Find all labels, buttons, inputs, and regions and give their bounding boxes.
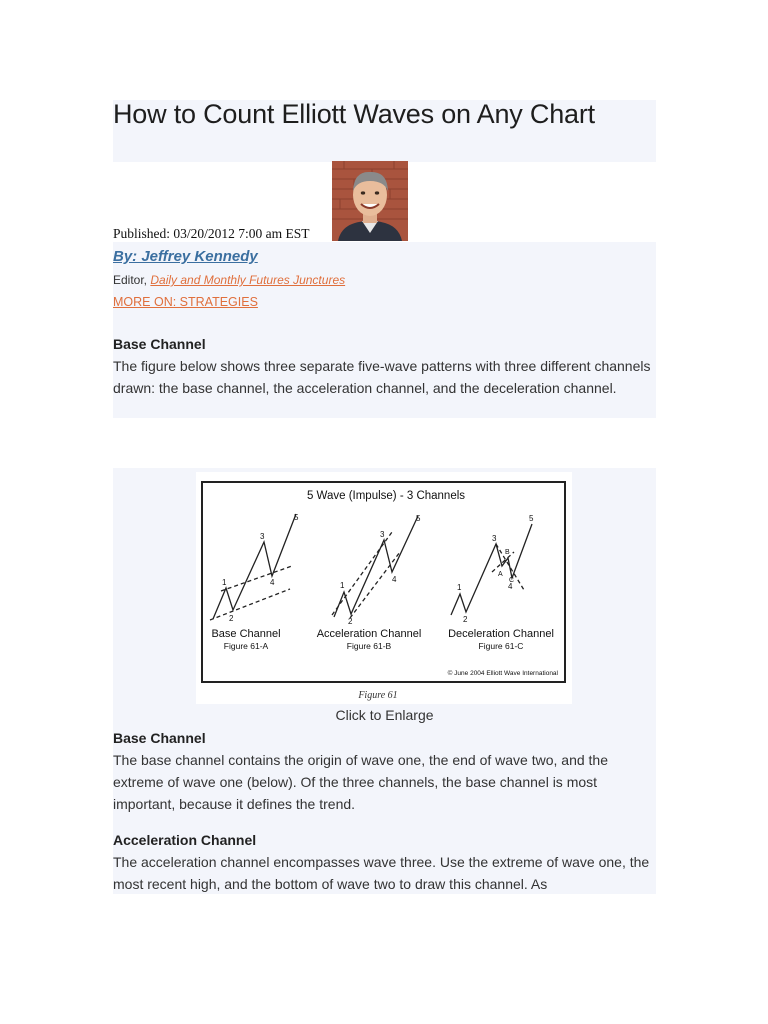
editor-publication-link[interactable]: Daily and Monthly Futures Junctures <box>150 273 346 287</box>
figure-61[interactable] <box>196 472 572 704</box>
svg-text:4: 4 <box>392 575 397 584</box>
svg-text:2: 2 <box>229 614 234 623</box>
figure-title: 5 Wave (Impulse) - 3 Channels <box>306 490 466 502</box>
svg-text:A: A <box>498 571 503 578</box>
svg-text:2: 2 <box>463 615 468 624</box>
acceleration-channel-paragraph: The acceleration channel encompasses wave three. Use the extreme of wave one, the most recent high, and the bottom of wave two to draw this channel. As <box>113 854 650 892</box>
editor-prefix: Editor, <box>113 273 151 287</box>
panel-c-label: Deceleration Channel <box>448 628 554 640</box>
figure-copyright: © June 2004 Elliott Wave International <box>447 670 558 677</box>
panel-c-sublabel: Figure 61-C <box>478 641 524 651</box>
svg-text:5: 5 <box>529 514 534 523</box>
svg-text:1: 1 <box>340 581 345 590</box>
section-heading-base-channel-2: Base Channel <box>113 730 206 746</box>
svg-text:3: 3 <box>380 530 385 539</box>
figure-caption-italic: Figure 61 <box>358 690 398 701</box>
svg-text:2: 2 <box>348 617 353 626</box>
editor-line <box>113 273 345 287</box>
panel-a-label: Base Channel <box>211 628 281 640</box>
svg-text:1: 1 <box>457 583 462 592</box>
svg-text:5: 5 <box>416 514 421 523</box>
svg-text:3: 3 <box>492 534 497 543</box>
svg-text:5: 5 <box>294 513 299 522</box>
svg-text:4: 4 <box>508 582 513 591</box>
svg-text:C: C <box>509 577 515 584</box>
author-photo <box>332 161 408 241</box>
click-to-enlarge-caption[interactable]: Click to Enlarge <box>335 707 434 723</box>
panel-b-label: Acceleration Channel <box>316 628 422 640</box>
panel-b-sublabel: Figure 61-B <box>346 641 392 651</box>
section-heading-acceleration-channel: Acceleration Channel <box>113 832 257 848</box>
published-date: Published: 03/20/2012 7:00 am EST <box>113 226 310 241</box>
panel-a-sublabel: Figure 61-A <box>223 641 269 651</box>
svg-text:1: 1 <box>222 578 227 587</box>
page-title: How to Count Elliott Waves on Any Chart <box>113 99 595 129</box>
svg-text:3: 3 <box>260 532 265 541</box>
author-byline-link[interactable]: By: Jeffrey Kennedy <box>113 248 258 265</box>
svg-text:B: B <box>505 549 510 556</box>
svg-text:4: 4 <box>270 578 275 587</box>
intro-paragraph: The figure below shows three separate five-wave patterns with three different channels drawn: the base channel, the acceleration channel, and the deceleration channel. <box>113 358 651 396</box>
section-heading-base-channel: Base Channel <box>113 336 206 352</box>
more-on-strategies-link[interactable]: MORE ON: STRATEGIES <box>113 295 258 309</box>
base-channel-paragraph: The base channel contains the origin of wave one, the end of wave two, and the extreme of wave one (below). Of the three channels, the base channel is most important, because it defines the trend. <box>113 752 608 812</box>
